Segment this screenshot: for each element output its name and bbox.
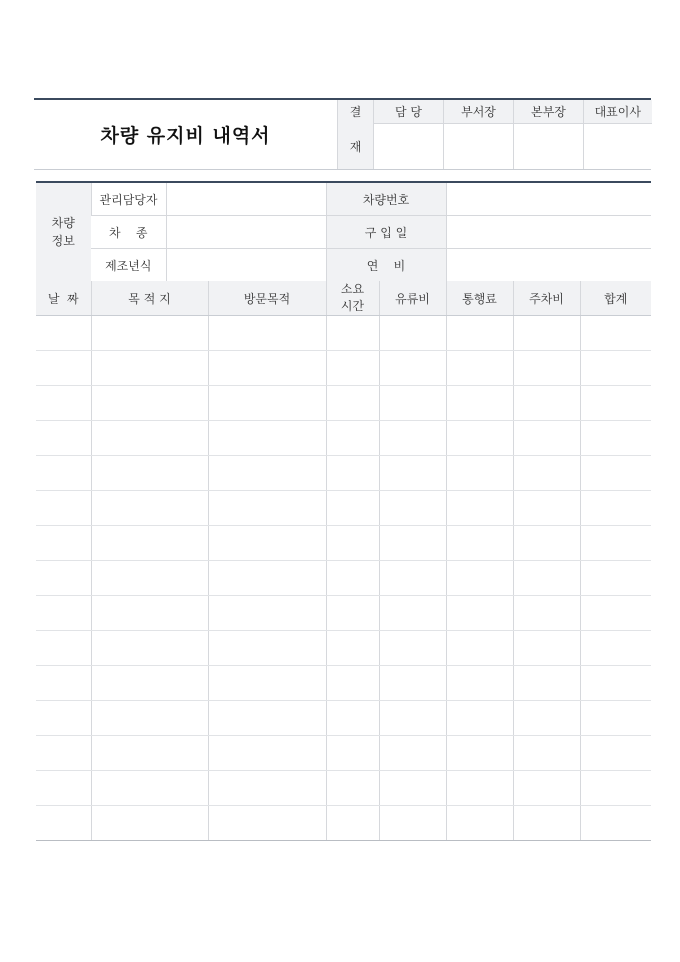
cell-destination[interactable]: [91, 736, 208, 771]
cell-date[interactable]: [36, 316, 91, 351]
cell-duration[interactable]: [326, 701, 379, 736]
cell-duration[interactable]: [326, 351, 379, 386]
cell-toll[interactable]: [446, 456, 513, 491]
cell-toll[interactable]: [446, 771, 513, 806]
cell-date[interactable]: [36, 456, 91, 491]
cell-parking[interactable]: [513, 631, 580, 666]
vehicle-info-table: [36, 183, 651, 282]
cell-duration[interactable]: [326, 456, 379, 491]
cell-fuel-cost[interactable]: [379, 526, 446, 561]
table-row: [36, 631, 651, 666]
cell-duration[interactable]: [326, 491, 379, 526]
cell-total[interactable]: [580, 421, 651, 456]
column-header-duration: 소요 시간: [326, 281, 379, 316]
approval-sign-box-staff[interactable]: [374, 124, 444, 170]
cell-fuel-cost[interactable]: [379, 666, 446, 701]
cell-destination[interactable]: [91, 666, 208, 701]
cell-toll[interactable]: [446, 491, 513, 526]
cell-visit-purpose[interactable]: [208, 526, 326, 561]
vehicle-info-section-label: 차량 정보: [36, 183, 91, 282]
cell-visit-purpose[interactable]: [208, 596, 326, 631]
cell-toll[interactable]: [446, 561, 513, 596]
cell-visit-purpose[interactable]: [208, 491, 326, 526]
cell-date[interactable]: [36, 421, 91, 456]
cell-visit-purpose[interactable]: [208, 456, 326, 491]
cell-toll[interactable]: [446, 421, 513, 456]
cell-visit-purpose[interactable]: [208, 386, 326, 421]
cell-date[interactable]: [36, 771, 91, 806]
cell-destination[interactable]: [91, 701, 208, 736]
cell-total[interactable]: [580, 561, 651, 596]
approval-side-label-bottom: 재: [338, 124, 374, 170]
cell-toll[interactable]: [446, 666, 513, 701]
cell-parking[interactable]: [513, 421, 580, 456]
cell-duration[interactable]: [326, 771, 379, 806]
cell-destination[interactable]: [91, 491, 208, 526]
approval-role-staff: 담 당: [374, 100, 444, 124]
cell-total[interactable]: [580, 596, 651, 631]
cell-duration[interactable]: [326, 666, 379, 701]
cell-visit-purpose[interactable]: [208, 736, 326, 771]
table-row: [36, 561, 651, 596]
vehicle-model-field[interactable]: [166, 216, 326, 249]
column-header-parking: 주차비: [513, 281, 580, 316]
manufacture-year-field[interactable]: [166, 249, 326, 282]
column-header-fuel-cost: 유류비: [379, 281, 446, 316]
cell-duration[interactable]: [326, 316, 379, 351]
cell-visit-purpose[interactable]: [208, 351, 326, 386]
cell-fuel-cost[interactable]: [379, 421, 446, 456]
cell-duration[interactable]: [326, 561, 379, 596]
cell-total[interactable]: [580, 386, 651, 421]
cell-duration[interactable]: [326, 631, 379, 666]
cell-toll[interactable]: [446, 351, 513, 386]
manager-field[interactable]: [166, 183, 326, 216]
cell-destination[interactable]: [91, 631, 208, 666]
table-row: [36, 316, 651, 351]
cell-date[interactable]: [36, 491, 91, 526]
cell-parking[interactable]: [513, 596, 580, 631]
cell-fuel-cost[interactable]: [379, 596, 446, 631]
cell-parking[interactable]: [513, 456, 580, 491]
approval-role-division-head: 본부장: [514, 100, 584, 124]
cell-destination[interactable]: [91, 526, 208, 561]
cell-fuel-cost[interactable]: [379, 701, 446, 736]
document-title: 차량 유지비 내역서: [100, 124, 271, 147]
cell-visit-purpose[interactable]: [208, 561, 326, 596]
cell-fuel-cost[interactable]: [379, 386, 446, 421]
cell-destination[interactable]: [91, 351, 208, 386]
table-row: [36, 526, 651, 561]
cell-duration[interactable]: [326, 421, 379, 456]
manager-label: 관리담당자: [91, 183, 166, 216]
cell-fuel-cost[interactable]: [379, 491, 446, 526]
table-row: [36, 351, 651, 386]
cell-destination[interactable]: [91, 596, 208, 631]
cell-fuel-cost[interactable]: [379, 456, 446, 491]
column-header-visit-purpose: 방문목적: [208, 281, 326, 316]
cell-parking[interactable]: [513, 316, 580, 351]
cell-destination[interactable]: [91, 806, 208, 841]
vehicle-number-label: 차량번호: [326, 183, 446, 216]
cell-total[interactable]: [580, 631, 651, 666]
cell-visit-purpose[interactable]: [208, 316, 326, 351]
approval-role-ceo: 대표이사: [584, 100, 652, 124]
cell-destination[interactable]: [91, 316, 208, 351]
cell-parking[interactable]: [513, 701, 580, 736]
cell-parking[interactable]: [513, 491, 580, 526]
cell-fuel-cost[interactable]: [379, 631, 446, 666]
cell-fuel-cost[interactable]: [379, 561, 446, 596]
cell-total[interactable]: [580, 351, 651, 386]
cell-date[interactable]: [36, 561, 91, 596]
cell-destination[interactable]: [91, 386, 208, 421]
cell-date[interactable]: [36, 351, 91, 386]
manufacture-year-label: 제조년식: [91, 249, 166, 282]
cell-destination[interactable]: [91, 561, 208, 596]
table-row: [36, 491, 651, 526]
cell-toll[interactable]: [446, 631, 513, 666]
cell-duration[interactable]: [326, 736, 379, 771]
cell-date[interactable]: [36, 806, 91, 841]
table-row: [36, 666, 651, 701]
cell-parking[interactable]: [513, 736, 580, 771]
column-header-total: 합계: [580, 281, 651, 316]
cell-fuel-cost[interactable]: [379, 316, 446, 351]
table-row: [36, 386, 651, 421]
purchase-date-field[interactable]: [446, 216, 651, 249]
cell-total[interactable]: [580, 491, 651, 526]
cell-total[interactable]: [580, 666, 651, 701]
cell-toll[interactable]: [446, 806, 513, 841]
cell-total[interactable]: [580, 806, 651, 841]
cell-toll[interactable]: [446, 701, 513, 736]
vehicle-number-field[interactable]: [446, 183, 651, 216]
cell-duration[interactable]: [326, 596, 379, 631]
cell-date[interactable]: [36, 386, 91, 421]
cell-total[interactable]: [580, 736, 651, 771]
cell-fuel-cost[interactable]: [379, 806, 446, 841]
column-header-date: 날 짜: [36, 281, 91, 316]
cell-total[interactable]: [580, 771, 651, 806]
approval-sign-box-division-head[interactable]: [514, 124, 584, 170]
cell-fuel-cost[interactable]: [379, 771, 446, 806]
cell-duration[interactable]: [326, 806, 379, 841]
cell-parking[interactable]: [513, 526, 580, 561]
cell-visit-purpose[interactable]: [208, 666, 326, 701]
cell-parking[interactable]: [513, 666, 580, 701]
cell-visit-purpose[interactable]: [208, 631, 326, 666]
table-row: [36, 701, 651, 736]
column-header-destination: 목 적 지: [91, 281, 208, 316]
cell-visit-purpose[interactable]: [208, 806, 326, 841]
cell-fuel-cost[interactable]: [379, 351, 446, 386]
cell-toll[interactable]: [446, 316, 513, 351]
cell-toll[interactable]: [446, 736, 513, 771]
cell-date[interactable]: [36, 526, 91, 561]
cell-parking[interactable]: [513, 386, 580, 421]
cell-duration[interactable]: [326, 386, 379, 421]
table-row: [36, 421, 651, 456]
cell-duration[interactable]: [326, 526, 379, 561]
cell-total[interactable]: [580, 316, 651, 351]
approval-role-dept-head: 부서장: [444, 100, 514, 124]
approval-side-label-top: 결: [338, 100, 374, 124]
approval-sign-box-ceo[interactable]: [584, 124, 652, 170]
cell-visit-purpose[interactable]: [208, 421, 326, 456]
header-bottom-rule: [34, 169, 651, 170]
cell-toll[interactable]: [446, 386, 513, 421]
table-row: [36, 596, 651, 631]
cell-destination[interactable]: [91, 456, 208, 491]
cell-visit-purpose[interactable]: [208, 771, 326, 806]
fuel-efficiency-field[interactable]: [446, 249, 651, 282]
vehicle-model-label: 차 종: [91, 216, 166, 249]
cell-parking[interactable]: [513, 771, 580, 806]
cell-visit-purpose[interactable]: [208, 701, 326, 736]
approval-table: [337, 100, 652, 169]
table-row: [36, 771, 651, 806]
cell-date[interactable]: [36, 631, 91, 666]
column-header-toll: 통행료: [446, 281, 513, 316]
cell-date[interactable]: [36, 736, 91, 771]
cell-parking[interactable]: [513, 806, 580, 841]
cell-total[interactable]: [580, 526, 651, 561]
cell-fuel-cost[interactable]: [379, 736, 446, 771]
cell-parking[interactable]: [513, 561, 580, 596]
cell-total[interactable]: [580, 701, 651, 736]
approval-sign-box-dept-head[interactable]: [444, 124, 514, 170]
cell-date[interactable]: [36, 666, 91, 701]
purchase-date-label: 구 입 일: [326, 216, 446, 249]
cell-toll[interactable]: [446, 526, 513, 561]
fuel-efficiency-label: 연 비: [326, 249, 446, 282]
cell-destination[interactable]: [91, 771, 208, 806]
expense-log-table: [36, 281, 651, 841]
cell-total[interactable]: [580, 456, 651, 491]
table-row: [36, 736, 651, 771]
cell-toll[interactable]: [446, 596, 513, 631]
table-row: [36, 806, 651, 841]
cell-parking[interactable]: [513, 351, 580, 386]
cell-date[interactable]: [36, 596, 91, 631]
cell-destination[interactable]: [91, 421, 208, 456]
cell-date[interactable]: [36, 701, 91, 736]
table-header-row: [36, 281, 651, 316]
table-row: [36, 456, 651, 491]
